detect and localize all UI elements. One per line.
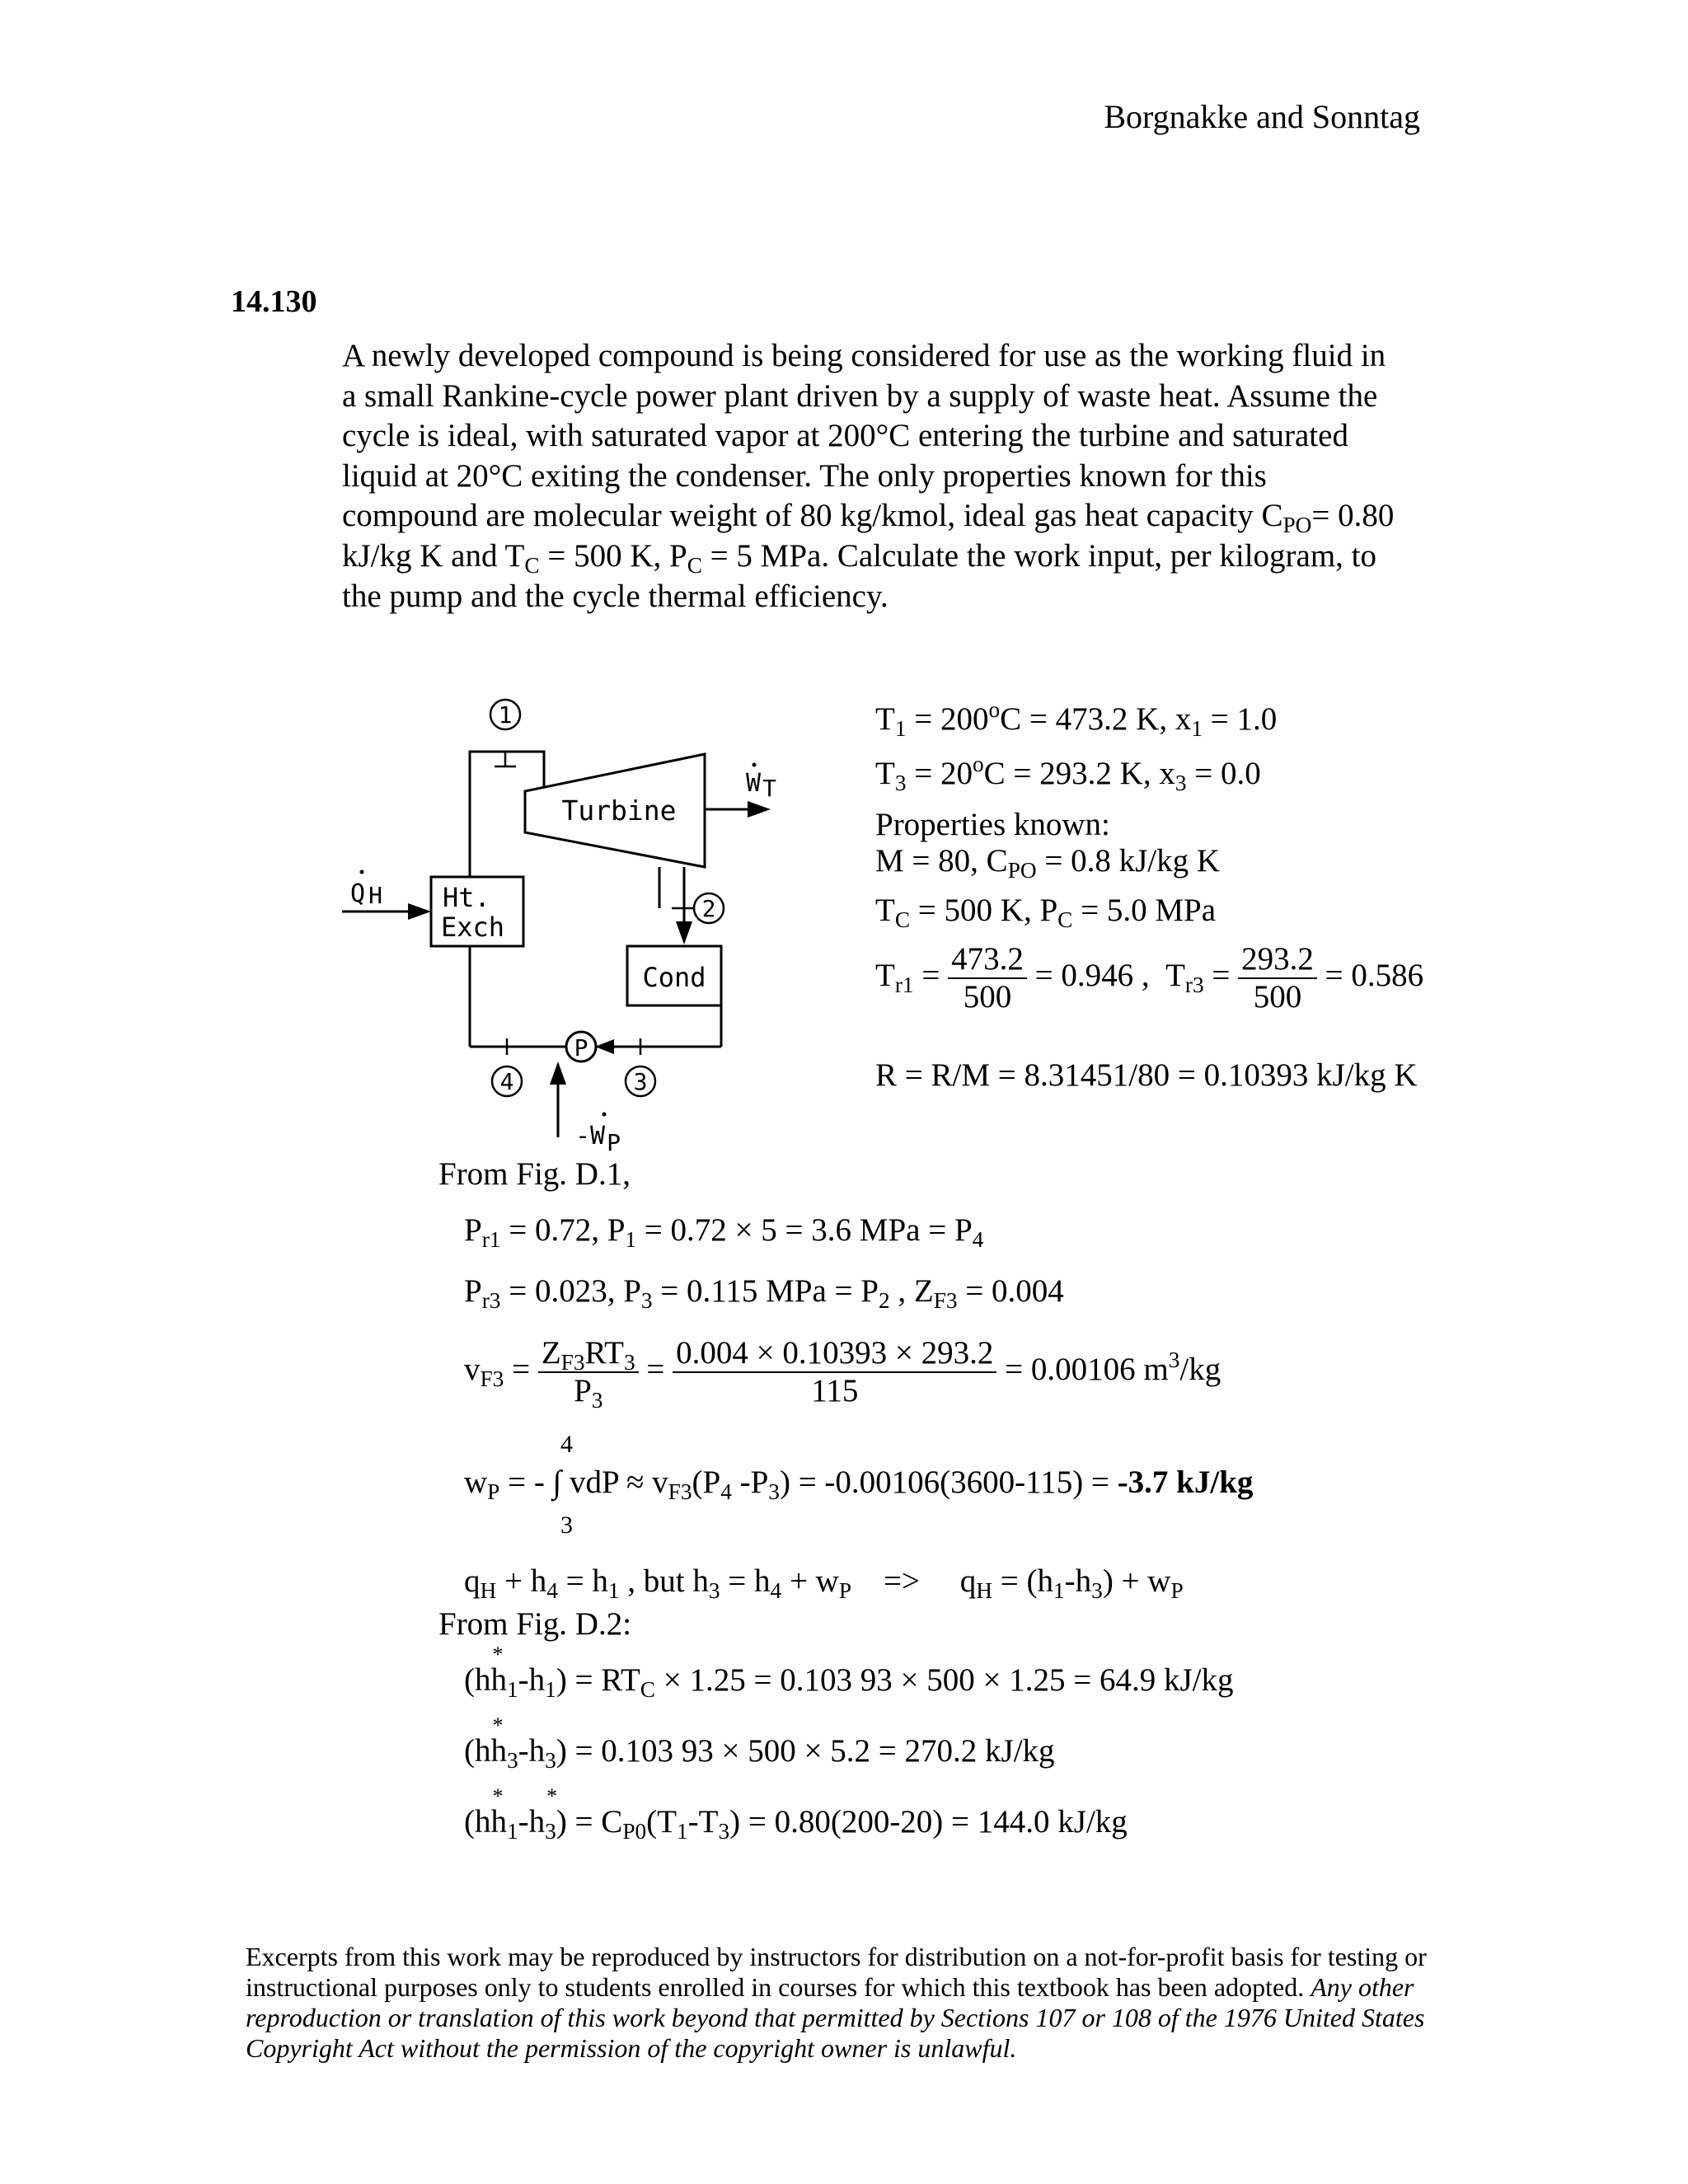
reduced-temperatures: $T_{r1}$ = $\frac{473.2}{500}$ = 0.946 , $T_{r3}$ = $\frac{293.2}{500}$ = 0.586: [875, 941, 1424, 1015]
statement-line-5: compound are molecular weight of 80 kg/kmol, ideal gas heat capacity $C_{PO}= 0.80$: [342, 498, 1395, 538]
heat-in-label: Q H: [350, 879, 382, 909]
ideal-gas-enthalpy-diff: (hh $*_1-h_3) = C_{P0}(T_1-T_3) = 0.80(200-20) = 144.0$ kJ/kg: [464, 1803, 1128, 1840]
statement-line-7: the pump and the cycle thermal efficiency.: [342, 578, 889, 614]
footer-italic-text: Any other reproduction or translation of this work beyond that permitted by Sections 107 or 108 of the 1976 United States Copyright Act without the permission of the copyright owner is unlawful.: [246, 1972, 1425, 2063]
running-header: Borgnakke and Sonntag: [1104, 98, 1420, 135]
work-out-label: WT: [746, 769, 776, 802]
reduced-pressure-1: $P_{r1} = 0.72$, $P_1 = 0.72 \times 5 = 3.6$ MPa = $P_4$: [464, 1212, 984, 1253]
pump-work-equation: $w_P$ = - ∫ vdP ≈ $v_{F3}(P_4$ $-P_3) = -0.00106(3600-115) = -3.7$ kJ/kg: [464, 1465, 1254, 1505]
state-4-label: 4: [499, 1068, 514, 1095]
condenser-label: Cond: [642, 962, 706, 993]
energy-balance-line: $q_H + h_4 = h_1$ , but $h_3 = h_4 + w_P$ => $q_H = (h_1-h_3) + w_P$: [464, 1563, 1184, 1604]
from-fig-d2: From Fig. D.2:: [438, 1606, 632, 1642]
state-1-label: 1: [498, 701, 513, 729]
pump-work-result: -3.7 kJ/kg: [1117, 1465, 1254, 1500]
from-fig-d1: From Fig. D.1,: [438, 1156, 631, 1192]
specific-volume-vf3: $v_{F3}$ = $\frac{Z_{F3}RT_3}{P_3}$ = $\frac{0.004 \times 0.10393 \times 293.2}{115}$ = 0.00106 $m^3/kg$: [464, 1335, 1221, 1413]
given-t1: $T_1 = 200^oC = 473.2$ K, $x_1 = 1.0$: [875, 697, 1278, 742]
pump-work-label: -WP: [575, 1122, 621, 1156]
statement-line-4: liquid at 20°C exiting the condenser. The only properties known for this: [342, 457, 1267, 494]
given-critical-props: $T_C = 500$ K, $P_C = 5.0$ MPa: [875, 893, 1217, 933]
gas-constant-line: R = R/M = 8.31451/80 = 0.10393 kJ/kg K: [875, 1057, 1418, 1093]
departure-h1: (hh $*_1-h_1) = RT_C \times 1.25 = 0.103$ 93 × 500 × 1.25 = 64.9 kJ/kg: [464, 1661, 1234, 1699]
heat-exchanger-label-2: Exch: [441, 912, 505, 943]
integral-upper-limit: 4: [560, 1431, 573, 1458]
integral-lower-limit: 3: [560, 1511, 573, 1539]
reduced-pressure-3: $P_{r3} = 0.023$, $P_3 = 0.115$ MPa = $P_2$ , $Z_{F3} = 0.004$: [464, 1273, 1064, 1314]
state-2-label: 2: [701, 895, 716, 922]
properties-known-label: Properties known:: [875, 807, 1110, 842]
pump-label: P: [574, 1034, 588, 1062]
copyright-footer: [246, 1942, 1449, 2064]
rankine-cycle-diagram: [342, 692, 804, 1170]
heat-exchanger-label-1: Ht.: [443, 882, 490, 913]
departure-h3: (hh $*_3-h_3) = 0.103$ 93 × 500 × 5.2 = 270.2 kJ/kg: [464, 1732, 1055, 1769]
turbine-label: Turbine: [561, 794, 677, 827]
statement-line-6: kJ/kg K and $T_C = 500$ K, $P_C = 5$ MPa. Calculate the work input, per kilogram, to: [342, 537, 1376, 579]
statement-line-3: cycle is ideal, with saturated vapor at 200°C entering the turbine and saturated: [342, 418, 1348, 454]
problem-statement: [342, 336, 1447, 616]
state-3-label: 3: [633, 1068, 648, 1095]
given-t3: $T_3 = 20^oC = 293.2$ K, $x_3 = 0.0$: [875, 752, 1261, 796]
given-molar-mass-cp: M = 80, $C_{PO} = 0.8$ kJ/kg K: [875, 843, 1221, 883]
problem-number: 14.130: [231, 284, 317, 319]
footer-text: Excerpts from this work may be reproduced by instructors for distribution on a not-for-profit basis for testing or instructional purposes only to students enrolled in courses for which this textbook has been adopted.: [246, 1942, 1427, 2002]
statement-line-1: A newly developed compound is being considered for use as the working fluid in: [342, 338, 1386, 373]
statement-line-2: a small Rankine-cycle power plant driven by a supply of waste heat. Assume the: [342, 377, 1378, 414]
